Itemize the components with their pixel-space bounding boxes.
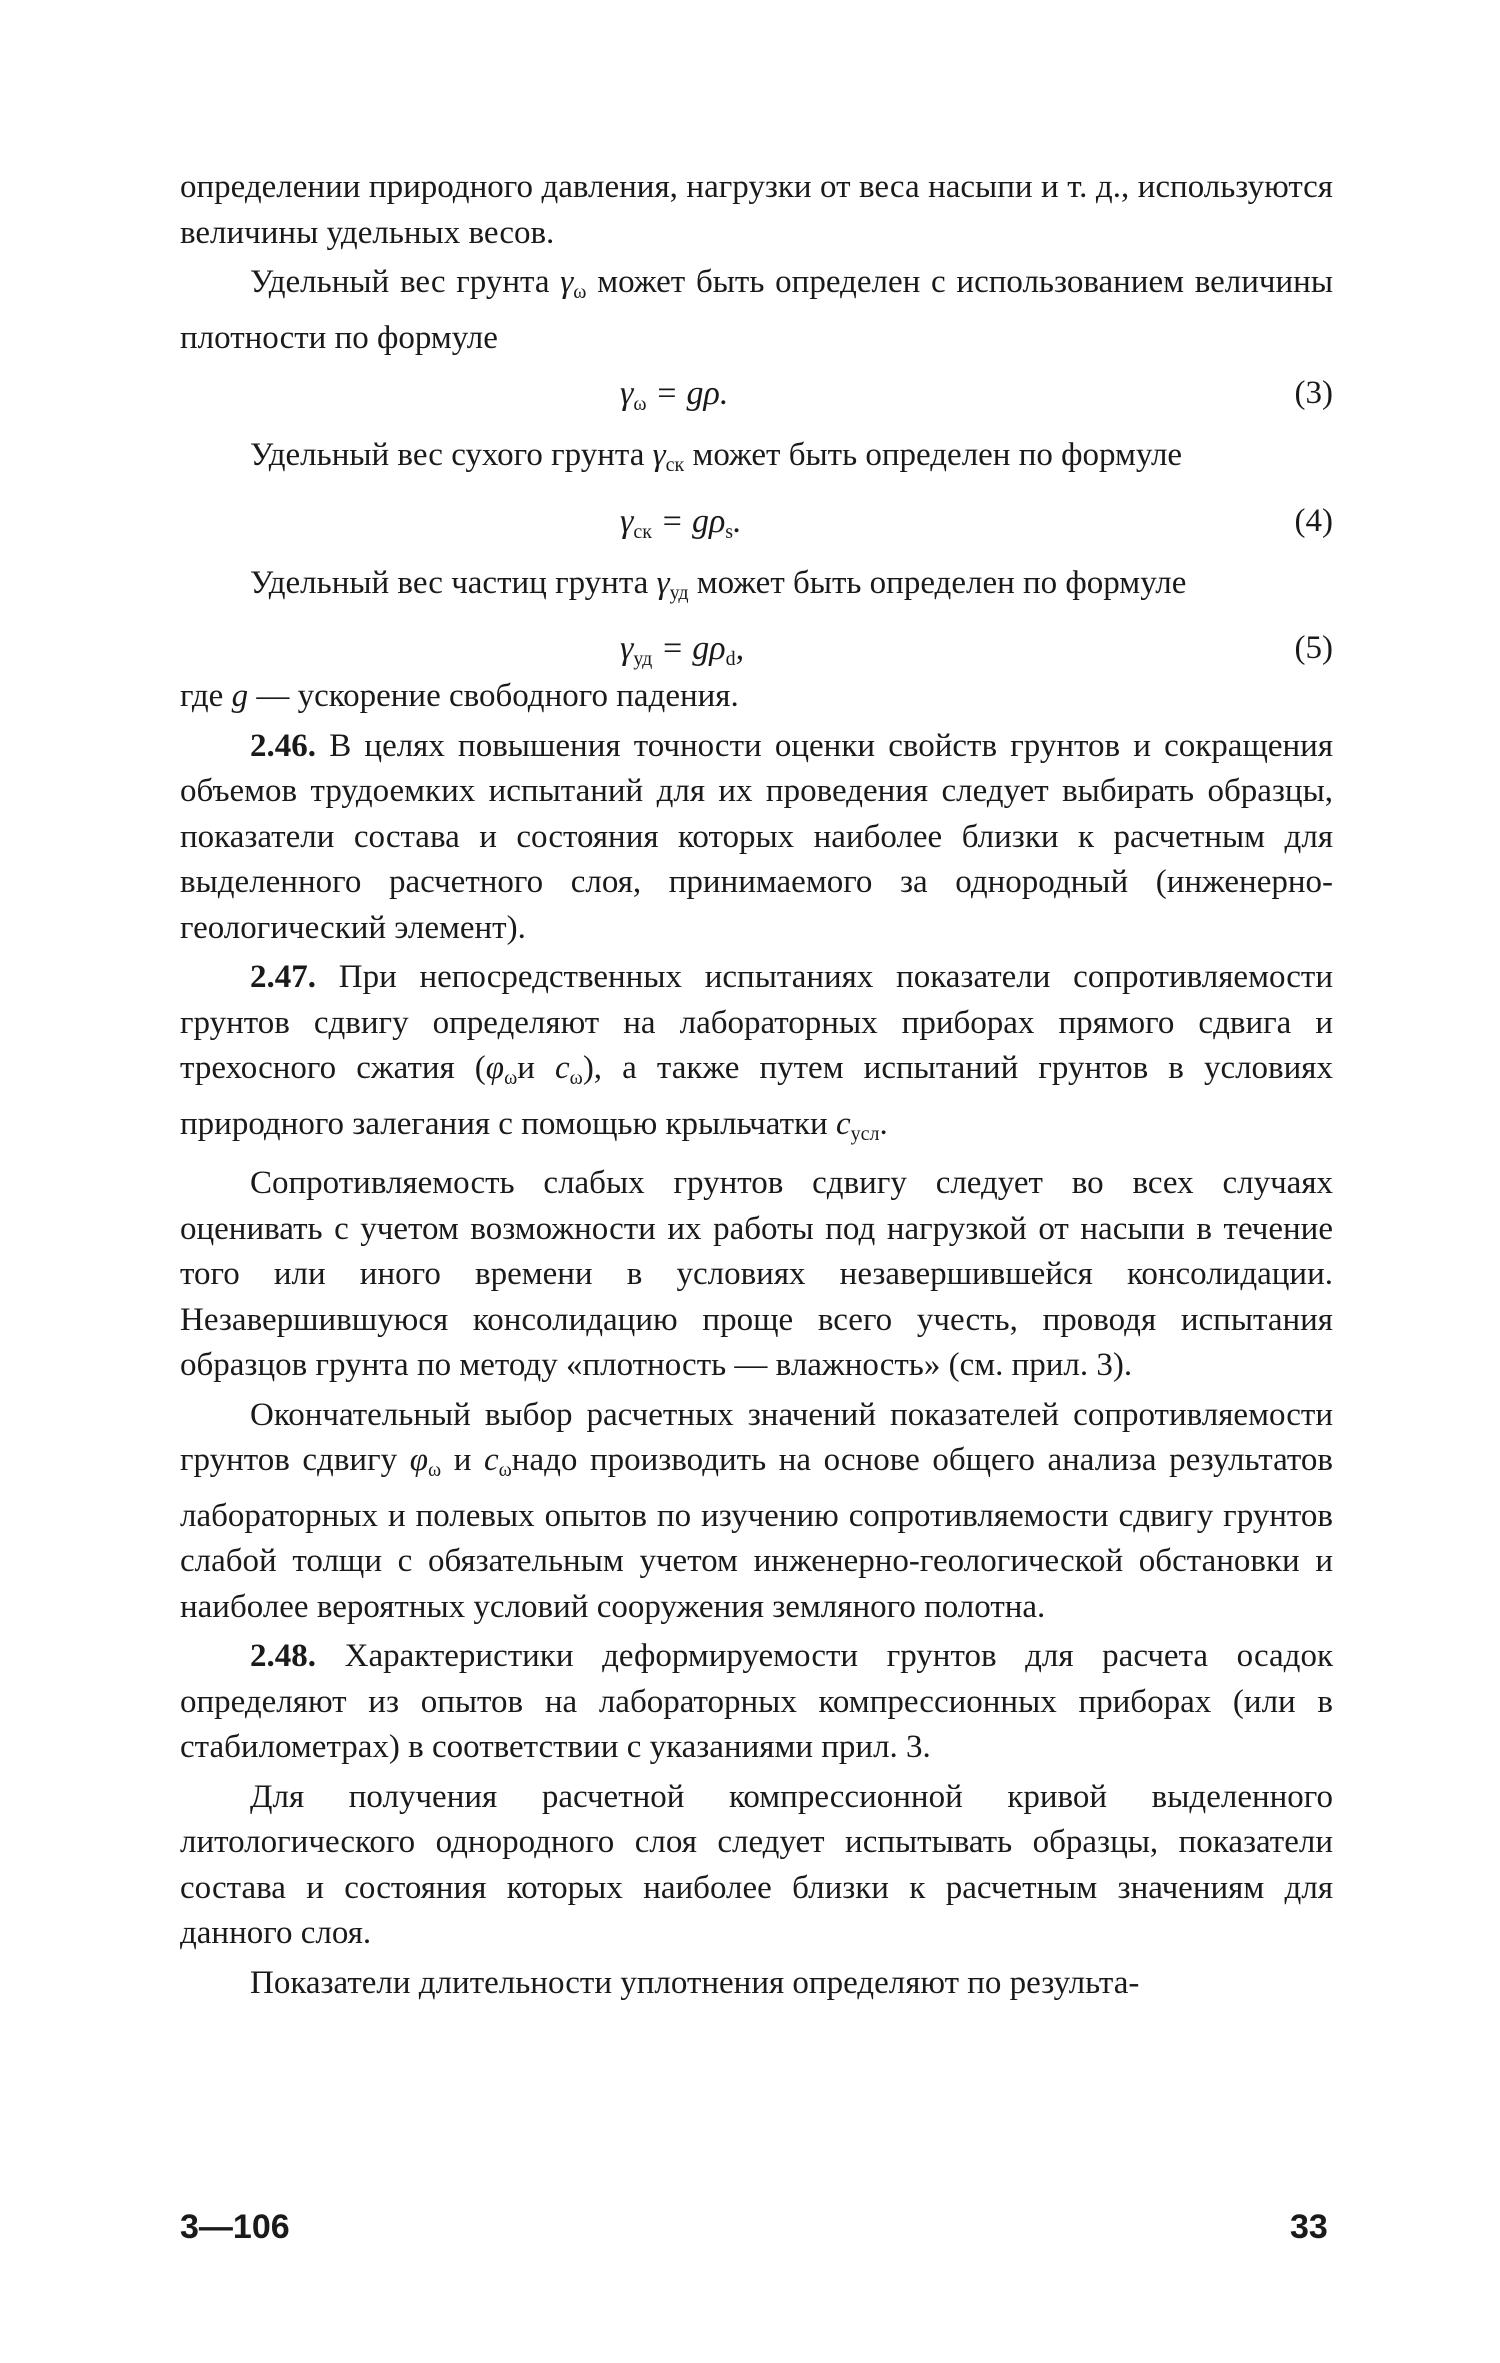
formula-3 bbox=[180, 365, 1333, 427]
paragraph-consolidation: Показатели длительности уплотнения определяют по результа- bbox=[250, 1964, 1140, 2001]
formula-4 bbox=[180, 493, 1333, 555]
paragraph-unit-weight: Удельный вес грунта $\gamma_\omega$ может быть определен с использованием величины плотности по формуле bbox=[180, 264, 1333, 356]
formula-3-number: (3) bbox=[1294, 375, 1333, 411]
formula-5-number: (5) bbox=[1294, 630, 1333, 666]
body-text bbox=[180, 165, 1333, 2006]
paragraph-particle-weight: Удельный вес частиц грунта $\gamma_{уд}$ может быть определен по формуле bbox=[250, 564, 1187, 604]
paragraph-continuation: определении природного давления, нагрузки от веса насыпи и т. д., используются величины удельных весов. bbox=[180, 169, 1333, 251]
page-number: 33 bbox=[1290, 2208, 1328, 2246]
formula-4-number: (4) bbox=[1294, 502, 1333, 539]
formula-3-expression: $\gamma_\omega = g\rho$. bbox=[620, 375, 729, 415]
clause-2-46: 2.46. В целях повышения точности оценки свойств грунтов и сокращения объемов трудоемких испытаний для их проведения следует выбирать образцы, показатели состава и состояния которых наиболее близки к расчетным для выделенного расчетного слоя, принимаемого за однородный (инженерно-геологический элемент). bbox=[180, 727, 1333, 946]
paragraph-shear-resistance: Сопротивляемость слабых грунтов сдвигу следует во всех случаях оценивать с учетом возможности их работы под нагрузкой от насыпи в течение того или иного времени в условиях незавершившейся консолидации. Незавершившуюся консолидацию проще всего учесть, проводя испытания образцов грунта по методу «плотность — влажность» (см. прил. 3). bbox=[180, 1165, 1333, 1383]
paragraph-final-choice: Окончательный выбор расчетных значений показателей сопротивляемости грунтов сдвигу $\varphi_\omega$ и $c_\omega надо$ производить на основе общего анализа результатов лабораторных и полевых опытов по изучению сопротивляемости сдвигу грунтов слабой толщи с обязательным учетом инженерно-геологической обстановки и наиболее вероятных условий сооружения земляного полотна. bbox=[180, 1396, 1333, 1625]
footer-print-code: 3—106 bbox=[180, 2208, 290, 2246]
paragraph-compression-curve: Для получения расчетной компрессионной кривой выделенного литологического однородного слоя следует испытывать образцы, показатели состава и состояния которых наиболее близки к расчетным значениям для данного слоя. bbox=[180, 1778, 1333, 1951]
clause-2-47: 2.47. При непосредственных испытаниях показатели сопротивляемости грунтов сдвигу определяют на лабораторных приборах прямого сдвига и трехосного сжатия ($\varphi_\omega и$ $c_\omega$), а также путем испытаний грунтов в условиях природного залегания с помощью крыльчатки $c_{усл}$. bbox=[180, 959, 1333, 1145]
paragraph-dry-weight: Удельный вес сухого грунта $\gamma_{ск}$ может быть определен по формуле bbox=[250, 437, 1183, 476]
formula-5-expression: $\gamma_{уд} = g\rho_d$, bbox=[620, 630, 745, 670]
formula-5 bbox=[180, 620, 1333, 682]
clause-2-48: 2.48. Характеристики деформируемости грунтов для расчета осадок определяют из опытов на лабораторных компрессионных приборах (или в стабилометрах) в соответствии с указаниями прил. 3. bbox=[180, 1638, 1333, 1765]
paragraph-gravity: где g — ускорение свободного падения. bbox=[180, 678, 739, 714]
formula-4-expression: $\gamma_{ск} = g\rho_s$. bbox=[620, 502, 742, 543]
